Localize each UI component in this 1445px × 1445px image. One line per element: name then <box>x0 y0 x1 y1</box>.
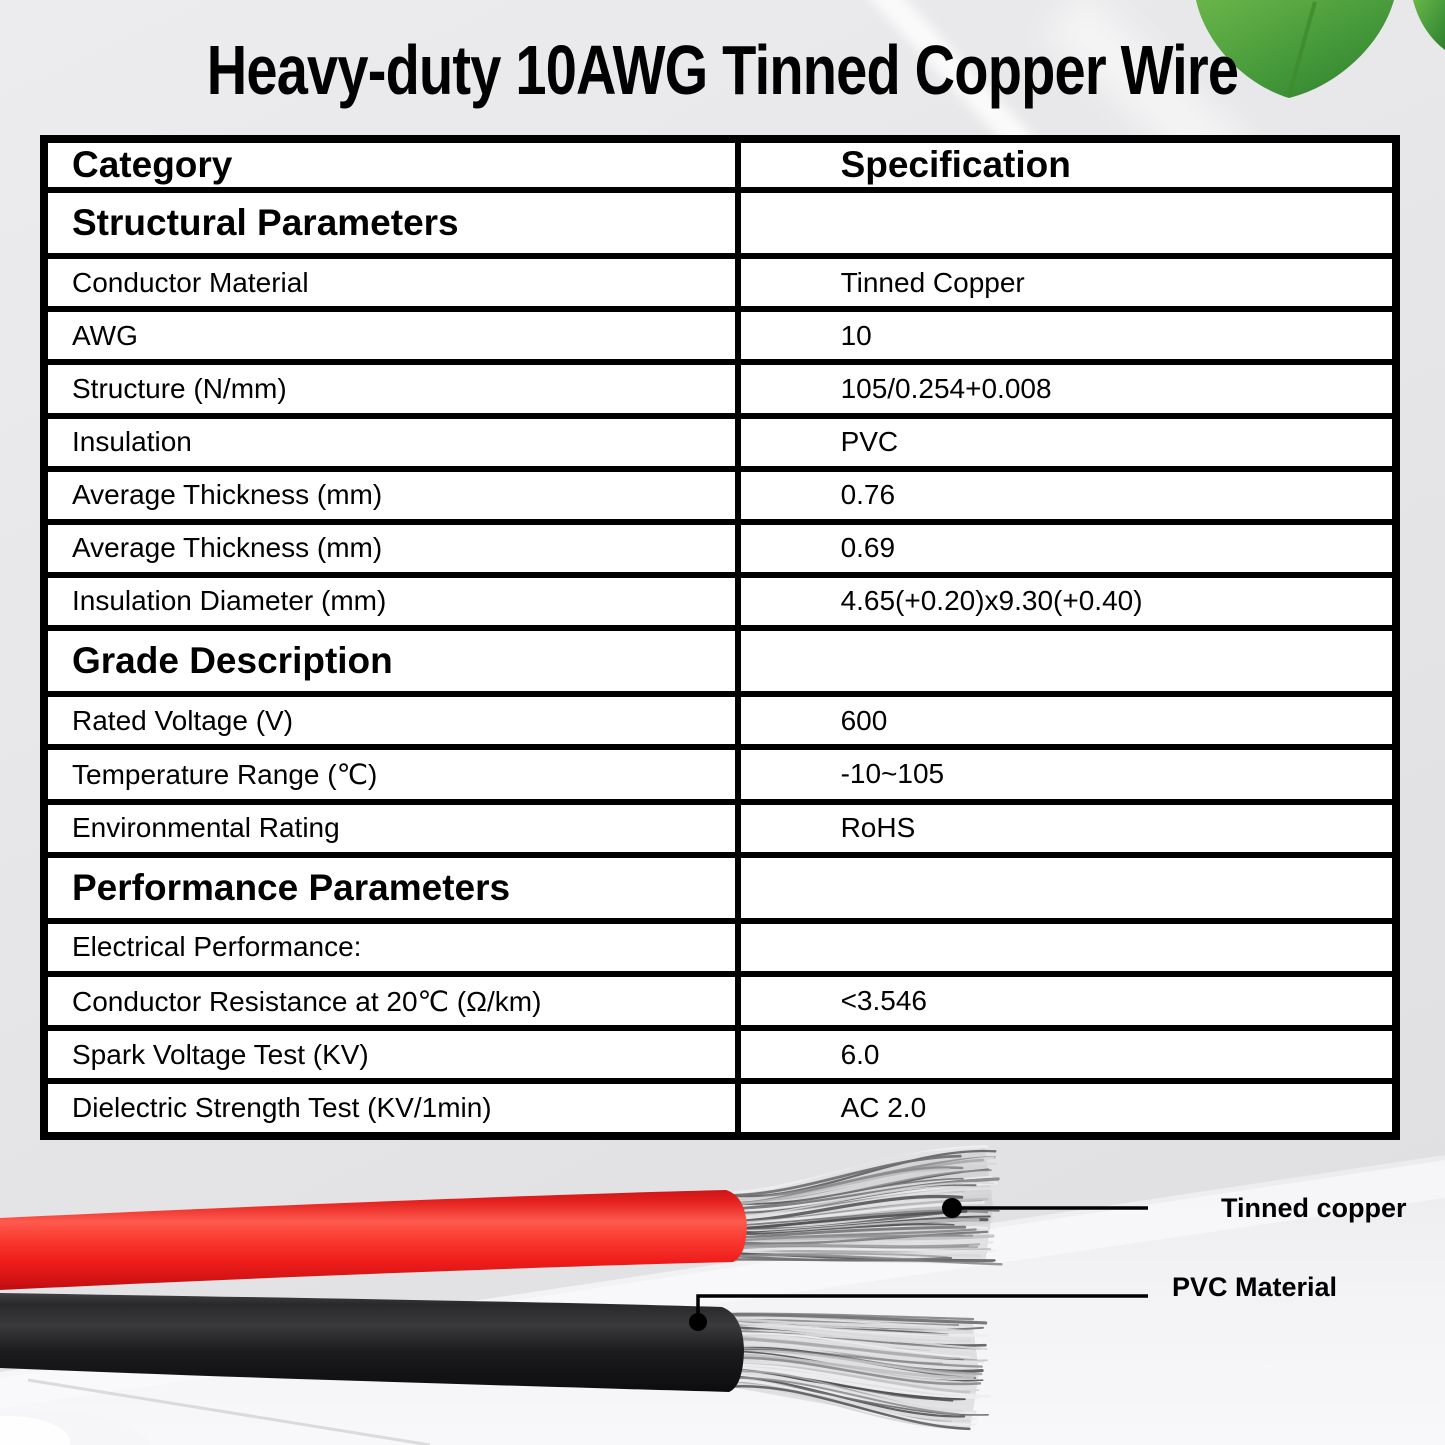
row-value: PVC <box>738 416 1396 469</box>
row-label: Rated Voltage (V) <box>44 694 738 747</box>
col-header-category: Category <box>44 139 738 190</box>
spec-row <box>44 256 1396 309</box>
row-label: Insulation <box>44 416 738 469</box>
row-label: Structural Parameters <box>44 190 738 256</box>
row-value: 10 <box>738 309 1396 362</box>
spec-row <box>44 974 1396 1028</box>
tinned-copper-label: Tinned copper <box>1221 1193 1407 1223</box>
row-label: Structure (N/mm) <box>44 362 738 415</box>
row-label: Insulation Diameter (mm) <box>44 575 738 628</box>
tinned-copper-callout-dot <box>942 1198 962 1218</box>
page-title: Heavy-duty 10AWG Tinned Copper Wire <box>206 31 1239 109</box>
row-value: 600 <box>738 694 1396 747</box>
row-label: Conductor Resistance at 20℃ (Ω/km) <box>44 974 738 1028</box>
row-label: Average Thickness (mm) <box>44 469 738 522</box>
spec-row <box>44 694 1396 747</box>
row-value: <3.546 <box>738 974 1396 1028</box>
row-label: AWG <box>44 309 738 362</box>
row-label: Performance Parameters <box>44 855 738 921</box>
row-label: Grade Description <box>44 628 738 694</box>
spec-row <box>44 802 1396 855</box>
row-value <box>738 855 1396 921</box>
row-value: 4.65(+0.20)x9.30(+0.40) <box>738 575 1396 628</box>
row-label: Temperature Range (℃) <box>44 747 738 801</box>
row-value: AC 2.0 <box>738 1081 1396 1136</box>
row-label: Environmental Rating <box>44 802 738 855</box>
spec-row <box>44 469 1396 522</box>
row-label: Conductor Material <box>44 256 738 309</box>
row-label: Spark Voltage Test (KV) <box>44 1028 738 1081</box>
row-value <box>738 921 1396 974</box>
row-value: RoHS <box>738 802 1396 855</box>
red-wire <box>0 1190 747 1290</box>
spec-row <box>44 575 1396 628</box>
row-label: Average Thickness (mm) <box>44 522 738 575</box>
table-header-row <box>44 139 1396 190</box>
section-row <box>44 190 1396 256</box>
row-value: 6.0 <box>738 1028 1396 1081</box>
row-label: Electrical Performance: <box>44 921 738 974</box>
spec-row <box>44 309 1396 362</box>
pvc-material-label: PVC Material <box>1172 1272 1338 1302</box>
section-row <box>44 855 1396 921</box>
row-value <box>738 190 1396 256</box>
col-header-specification: Specification <box>738 139 1396 190</box>
spec-row <box>44 416 1396 469</box>
row-label: Dielectric Strength Test (KV/1min) <box>44 1081 738 1136</box>
spec-row <box>44 1081 1396 1136</box>
section-row <box>44 628 1396 694</box>
row-value: -10~105 <box>738 747 1396 801</box>
leaf-blade-right <box>1413 0 1445 50</box>
row-value <box>738 628 1396 694</box>
row-value: Tinned Copper <box>738 256 1396 309</box>
row-value: 0.69 <box>738 522 1396 575</box>
row-value: 105/0.254+0.008 <box>738 362 1396 415</box>
spec-row <box>44 522 1396 575</box>
spec-row <box>44 362 1396 415</box>
spec-row <box>44 921 1396 974</box>
row-value: 0.76 <box>738 469 1396 522</box>
pvc-callout-dot <box>689 1313 707 1331</box>
spec-row <box>44 747 1396 801</box>
spec-table <box>40 135 1400 1140</box>
spec-row <box>44 1028 1396 1081</box>
